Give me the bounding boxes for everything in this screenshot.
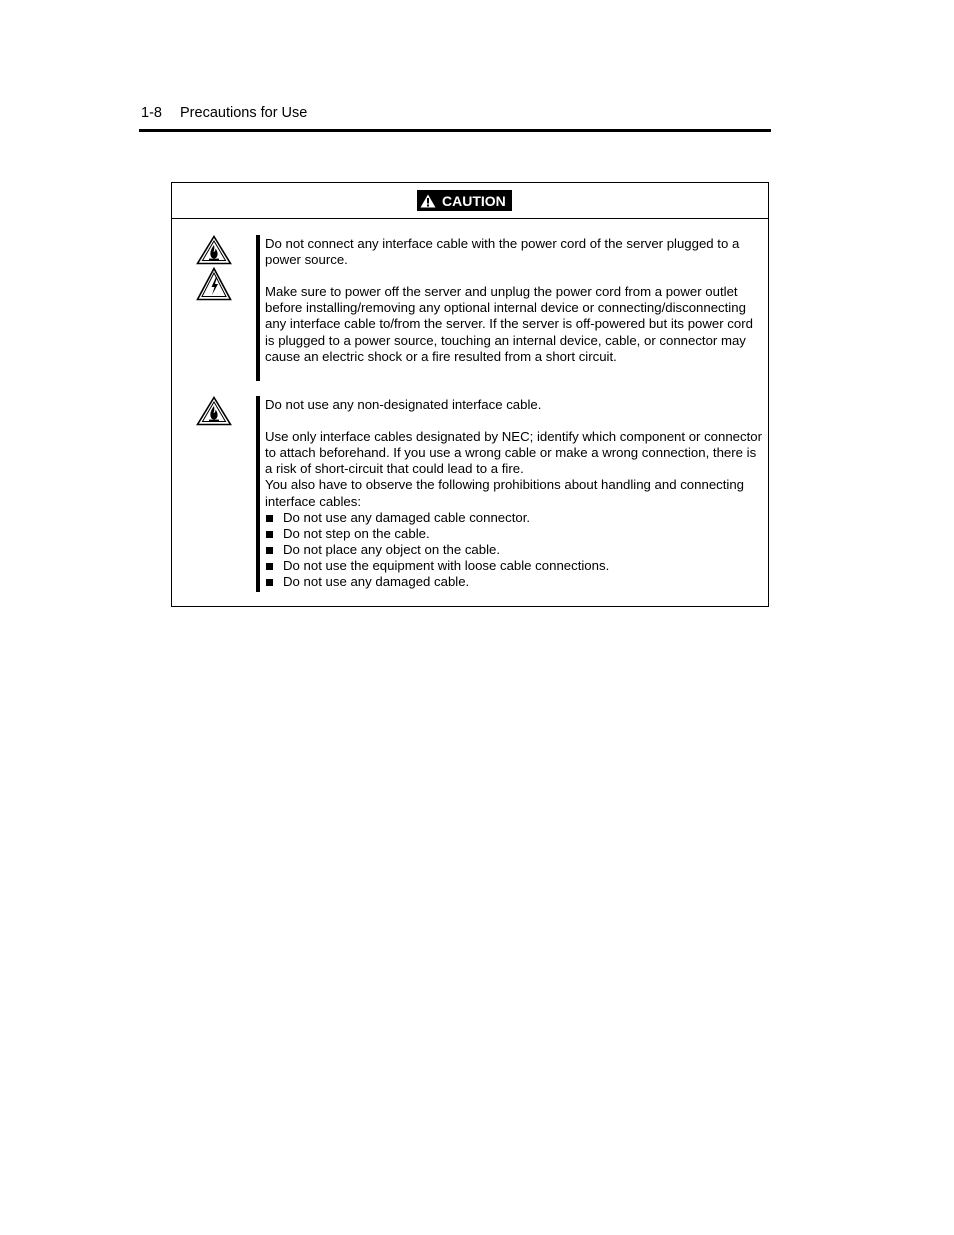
entry-rule [256,235,260,381]
warning-triangle-icon [420,194,436,208]
caution-box [171,182,769,607]
prohibition-list [265,510,765,590]
caution-label: CAUTION [442,192,506,209]
entry-body: Make sure to power off the server and unplug the power cord from a power outlet before installing/removing any optional internal device or connecting/disconnecting any interface cable to/from the server. If the server is off-powered but its power cord is plugged to a power source, touching an internal device, cable, or connector may cause an electric shock or a fire resulted from a short circuit. [265,284,753,364]
entry-heading: Do not connect any interface cable with the power cord of the server plugged to a power source. [265,236,740,268]
caution-entry [172,235,768,381]
caution-header [172,183,768,219]
page-header [141,105,307,121]
fire-warning-icon [196,235,234,265]
list-item: Do not use the equipment with loose cable connections. [265,558,765,574]
entry-text [265,236,765,365]
entry-icons [196,235,234,303]
caution-entry [172,396,768,592]
section-title: Precautions for Use [180,105,308,121]
entry-body-continued: You also have to observe the following prohibitions about handling and connecting interface cables: [265,477,745,509]
list-item: Do not place any object on the cable. [265,542,765,558]
list-item: Do not use any damaged cable connector. [265,510,765,526]
entry-icons [196,396,234,428]
list-item: Do not step on the cable. [265,526,765,542]
caution-badge [417,190,512,211]
page-number: 1-8 [141,105,162,121]
entry-text [265,397,765,590]
fire-warning-icon [196,396,234,426]
entry-body: Use only interface cables designated by NEC; identify which component or connector to attach beforehand. If you use a wrong cable or make a wrong connection, there is a risk of short-circuit that could lead to a fire. [265,429,762,477]
entry-rule [256,396,260,592]
electric-shock-warning-icon [196,267,234,301]
header-rule [139,129,771,132]
entry-heading: Do not use any non-designated interface cable. [265,397,542,412]
list-item: Do not use any damaged cable. [265,574,765,590]
